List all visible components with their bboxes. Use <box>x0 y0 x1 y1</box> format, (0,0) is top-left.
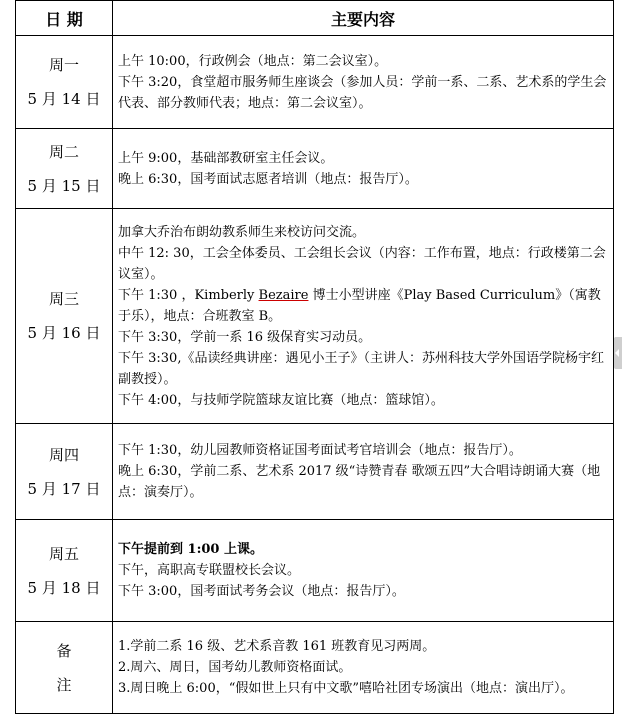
lecture-surname: Bezaire <box>258 287 309 303</box>
event-line: 加拿大乔治布朗幼教系师生来校访问交流。 <box>118 224 366 240</box>
content-cell-tuesday <box>113 129 614 209</box>
event-line-lecture <box>118 285 607 327</box>
event-line: 晚上 6:30，国考面试志愿者培训（地点：报告厅）。 <box>118 171 418 187</box>
event-line-emphasis: 下午提前到 1:00 上课。 <box>118 542 263 557</box>
lecture-prefix: 下午 1:30 ，Kimberly <box>118 287 259 303</box>
notes-label-bottom: 注 <box>56 675 72 694</box>
content-cell-thursday <box>113 424 614 520</box>
event-line: 下午 3:30,《品读经典讲座：遇见小王子》（主讲人：苏州科技大学外国语学院杨宇红副教授）。 <box>118 350 604 387</box>
note-line: 3.周日晚上 6:00，“假如世上只有中文歌”嘻哈社团专场演出（地点：演出厅）。 <box>118 681 574 696</box>
note-line: 1.学前二系 16 级、艺术系音教 161 班教育见习两周。 <box>118 639 436 654</box>
event-line: 中午 12: 30，工会全体委员、工会组长会议（内容：工作布置，地点：行政楼第二会议室）。 <box>118 245 606 282</box>
event-line: 下午 1:30，幼儿园教师资格证国考面试考官培训会（地点：报告厅）。 <box>118 443 522 458</box>
date-cell-friday <box>16 520 113 622</box>
weekday-label: 周二 <box>48 142 79 161</box>
day-row-monday <box>16 36 614 129</box>
header-content: 主要内容 <box>113 1 614 36</box>
schedule-table <box>15 0 614 714</box>
event-line: 下午，高职高专联盟校长会议。 <box>118 563 301 578</box>
date-label: 5 月 18 日 <box>27 578 101 597</box>
weekday-label: 周一 <box>48 56 79 74</box>
side-scroll-tab[interactable] <box>614 337 622 369</box>
header-row <box>16 1 614 36</box>
content-cell-monday <box>113 36 614 129</box>
notes-label-cell <box>16 622 113 714</box>
date-cell-thursday <box>16 424 113 520</box>
content-cell-wednesday <box>113 209 614 424</box>
notes-label-top: 备 <box>56 641 72 660</box>
day-row-wednesday <box>16 209 614 424</box>
weekday-label: 周三 <box>48 290 79 308</box>
date-cell-wednesday <box>16 209 113 424</box>
event-line: 下午 3:00，国考面试考务会议（地点：报告厅）。 <box>118 584 405 599</box>
event-line: 晚上 6:30，学前二系、艺术系 2017 级“诗赞青春 歌颂五四”大合唱诗朗诵大赛（地点：演奏厅）。 <box>118 464 601 500</box>
date-cell-monday <box>16 36 113 129</box>
date-label: 5 月 15 日 <box>27 176 101 195</box>
event-line: 上午 9:00，基础部教研室主任会议。 <box>118 150 334 166</box>
date-cell-tuesday <box>16 129 113 209</box>
event-line: 下午 3:30，学前一系 16 级保育实习动员。 <box>118 329 372 345</box>
event-line: 上午 10:00，行政例会（地点：第二会议室）。 <box>118 53 388 69</box>
note-line: 2.周六、周日，国考幼儿教师资格面试。 <box>118 660 352 675</box>
notes-content-cell <box>113 622 614 714</box>
content-cell-friday <box>113 520 614 622</box>
notes-row <box>16 622 614 714</box>
date-label: 5 月 17 日 <box>27 479 101 498</box>
day-row-tuesday <box>16 129 614 209</box>
date-label: 5 月 16 日 <box>27 324 101 342</box>
weekday-label: 周五 <box>48 544 79 563</box>
event-line: 下午 4:00，与技师学院篮球友谊比赛（地点：篮球馆）。 <box>118 392 444 408</box>
date-label: 5 月 14 日 <box>27 90 101 108</box>
event-line: 下午 3:20，食堂超市服务师生座谈会（参加人员：学前一系、二系、艺术系的学生会代表、部分教师代表；地点：第二会议室）。 <box>118 74 607 111</box>
weekday-label: 周四 <box>48 445 79 464</box>
lecture-suffix: 博士小型讲座《Play Based Curriculum》（寓教于乐），地点：合班教室 B。 <box>118 287 601 324</box>
day-row-thursday <box>16 424 614 520</box>
header-date: 日 期 <box>16 1 113 36</box>
day-row-friday <box>16 520 614 622</box>
